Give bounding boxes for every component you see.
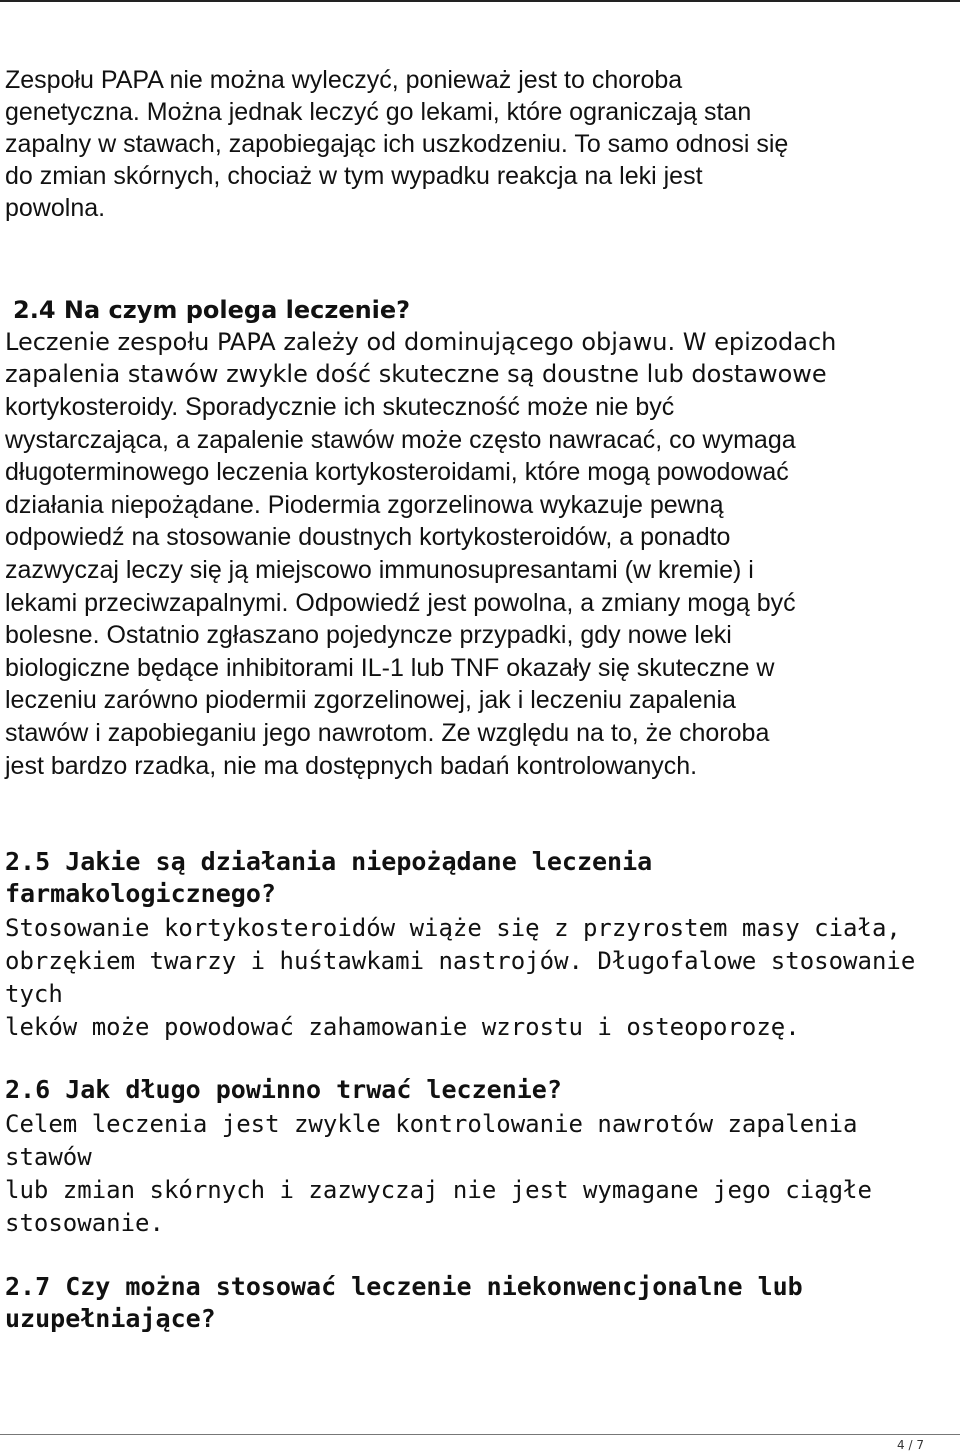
section-heading-2-7: 2.7 Czy można stosować leczenie niekonwencjonalne lub uzupełniające? <box>5 1272 803 1333</box>
section-heading-2-4: 2.4 Na czym polega leczenie? <box>13 296 411 324</box>
page-number: 4 / 7 <box>897 1438 924 1452</box>
section-2-6-body: Celem leczenia jest zwykle kontrolowanie nawrotów zapalenia stawów lub zmian skórnych i zazwyczaj nie jest wymagane jego ciągłe stosowanie. <box>5 1110 872 1237</box>
top-rule <box>0 0 960 2</box>
section-heading-2-5: 2.5 Jakie są działania niepożądane leczenia farmakologicznego? <box>5 847 653 908</box>
section-2-4-intro: Leczenie zespołu PAPA zależy od dominującego objawu. W epizodach <box>5 328 837 356</box>
section-2-5-body: Stosowanie kortykosteroidów wiąże się z przyrostem masy ciała, obrzękiem twarzy i huśtawkami nastrojów. Długofalowe stosowanie tych leków może powodować zahamowanie wzrostu i osteoporozę. <box>5 914 916 1041</box>
section-heading-2-6: 2.6 Jak długo powinno trwać leczenie? <box>5 1075 562 1104</box>
section-2-4-line-2: zapalenia stawów zwykle dość skuteczne są doustne lub dostawowe <box>5 360 827 388</box>
section-2-4-body: kortykosteroidy. Sporadycznie ich skuteczność może nie być wystarczająca, a zapalenie stawów może często nawracać, co wymaga długoterminowego leczenia kortykosteroidami, które mogą powodować działania niepożądane. Piodermia zgorzelinowa wykazuje pewną odpowiedź na stosowanie doustnych kortykosteroidów, a ponadto zazwyczaj leczy się ją miejscowo immunosupresantami (w kremie) i lekami przeciwzapalnymi. Odpowiedź jest powolna, a zmiany mogą być bolesne. Ostatnio zgłaszano pojedyncze przypadki, gdy nowe leki biologiczne będące inhibitorami IL-1 lub TNF okazały się skuteczne w leczeniu zarówno piodermii zgorzelinowej, jak i leczeniu zapalenia stawów i zapobieganiu jego nawrotom. Ze względu na to, że choroba jest bardzo rzadka, nie ma dostępnych badań kontrolowanych. <box>5 393 796 780</box>
intro-paragraph: Zespołu PAPA nie można wyleczyć, ponieważ jest to choroba genetyczna. Można jednak leczyć go lekami, które ograniczają stan zapalny w stawach, zapobiegając ich uszkodzeniu. To samo odnosi się do zmian skórnych, chociaż w tym wypadku reakcja na leki jest powolna. <box>5 66 789 222</box>
footer-rule <box>0 1434 960 1435</box>
